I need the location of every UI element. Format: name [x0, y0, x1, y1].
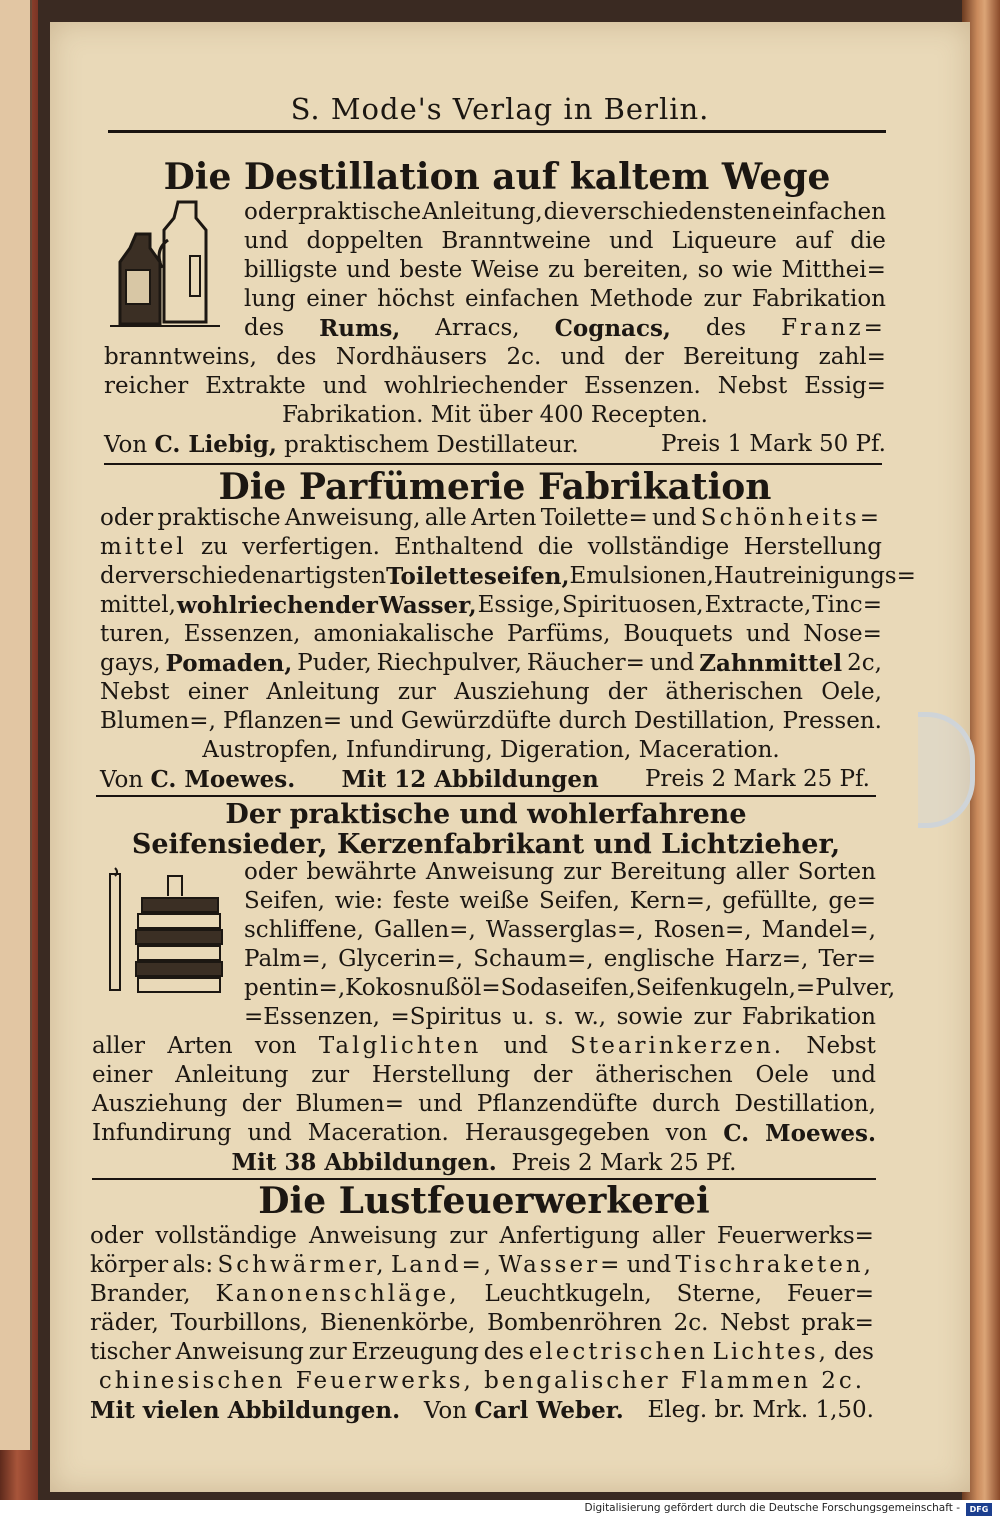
candle-stack-illustration — [102, 866, 226, 998]
text-line: billigste und beste Weise zu bereiten, so wie Mitthei= — [244, 257, 886, 283]
section3-body-wrapped — [244, 858, 896, 1032]
text-line: körper als: Schwärmer, Land=, Wasser= und Tischraketen, — [90, 1252, 874, 1278]
author-line: Von C. Moewes. Mit 12 Abbildungen Preis 2 Mark 25 Pf. — [100, 766, 870, 793]
author-line: Von C. Liebig, praktischem Destillateur. Preis 1 Mark 50 Pf. — [104, 431, 886, 458]
page-header: S. Mode's Verlag in Berlin. — [290, 92, 710, 126]
text-line: Palm=, Glycerin=, Schaum=, englische Harz=, Ter= — [244, 946, 876, 972]
section3-body-full — [92, 1032, 876, 1177]
text-line: chinesischen Feuerwerks, bengalischer Flammen 2c. — [98, 1368, 866, 1394]
text-line: der verschiedenartigsten Toiletteseifen, Emulsionen, Hautreinigungs= — [100, 563, 916, 590]
section2-title: Die Parfümerie Fabrikation — [218, 466, 772, 508]
header-rule — [108, 130, 886, 133]
section-divider — [104, 463, 882, 465]
text-line: Seifen, wie: feste weiße Seifen, Kern=, gefüllte, ge= — [244, 888, 876, 914]
text-line: räder, Tourbillons, Bienenkörbe, Bombenröhren 2c. Nebst prak= — [90, 1310, 874, 1336]
text-line: tischer Anweisung zur Erzeugung des electrischen Lichtes, des — [90, 1339, 874, 1365]
text-line: =Essenzen, =Spiritus u. s. w., sowie zur Fabrikation — [244, 1004, 876, 1030]
text-line: oder bewährte Anweisung zur Bereitung aller Sorten — [244, 859, 876, 885]
text-line: mittel zu verfertigen. Enthaltend die vollständige Herstellung — [100, 534, 882, 560]
text-line: pentin=, Kokosnußöl=Sodaseifen, Seifenkugeln, =Pulver, — [244, 975, 896, 1001]
text-line: lung einer höchst einfachen Methode zur Fabrikation — [244, 286, 886, 312]
text-line: mittel, wohlriechender Wasser, Essige, Spirituosen, Extracte, Tinc= — [100, 592, 882, 619]
text-line: Ausziehung der Blumen= und Pflanzendüfte durch Destillation, — [92, 1091, 876, 1117]
text-line: schliffene, Gallen=, Wasserglas=, Rosen=, Mandel=, — [244, 917, 876, 943]
section1-body-wrapped — [244, 198, 886, 343]
text-line: aller Arten von Talglichten und Stearinkerzen. Nebst — [92, 1033, 876, 1059]
text-line: oder praktische Anweisung, alle Arten Toilette= und Schönheits= — [100, 505, 882, 531]
text-line: Austropfen, Infundirung, Digeration, Maceration. — [202, 737, 780, 763]
author-line: Mit vielen Abbildungen. Von Carl Weber. Eleg. br. Mrk. 1,50. — [90, 1397, 874, 1424]
section1-body-full — [104, 343, 886, 459]
section1-title: Die Destillation auf kaltem Wege — [163, 156, 831, 198]
text-line: Blumen=, Pflanzen= und Gewürzdüfte durch Destillation, Pressen. — [100, 708, 882, 734]
text-line: reicher Extrakte und wohlriechender Essenzen. Nebst Essig= — [104, 373, 886, 399]
text-line: turen, Essenzen, amoniakalische Parfüms, Bouquets und Nose= — [100, 621, 882, 647]
text-line: gays, Pomaden, Puder, Riechpulver, Räucher= und Zahnmittel 2c, — [100, 650, 882, 677]
text-line: Nebst einer Anleitung zur Ausziehung der ätherischen Oele, — [100, 679, 882, 705]
text-line: branntweins, des Nordhäusers 2c. und der Bereitung zahl= — [104, 344, 886, 370]
author-line: Mit 38 Abbildungen. Preis 2 Mark 25 Pf. — [231, 1149, 737, 1176]
text-line: oder vollständige Anweisung zur Anfertigung aller Feuerwerks= — [90, 1223, 874, 1249]
text-line: Infundirung und Maceration. Herausgegeben von C. Moewes. — [92, 1120, 876, 1147]
section3-title-line1: Der praktische und wohlerfahrene — [225, 799, 747, 830]
text-line: Fabrikation. Mit über 400 Recepten. — [282, 402, 708, 428]
text-line: des Rums, Arracs, Cognacs, des Franz= — [244, 315, 886, 342]
text-line: und doppelten Branntweine und Liqueure auf die — [244, 228, 886, 254]
dfg-logo: DFG — [966, 1503, 992, 1516]
section2-body — [100, 504, 916, 794]
text-line: einer Anleitung zur Herstellung der ätherischen Oele und — [92, 1062, 876, 1088]
previous-page-edge — [0, 0, 32, 1450]
footer-credit: Digitalisierung gefördert durch die Deutsche Forschungsgemeinschaft - — [584, 1502, 960, 1514]
bottles-illustration — [106, 196, 224, 332]
section4-body — [90, 1222, 874, 1425]
text-line: Brander, Kanonenschläge, Leuchtkugeln, Sterne, Feuer= — [90, 1281, 874, 1307]
section4-title: Die Lustfeuerwerkerei — [258, 1180, 710, 1222]
text-line: oder praktische Anleitung, die verschiedensten einfachen — [244, 199, 886, 225]
section-divider — [96, 795, 876, 797]
section3-title-line2: Seifensieder, Kerzenfabrikant und Lichtzieher, — [131, 829, 841, 860]
